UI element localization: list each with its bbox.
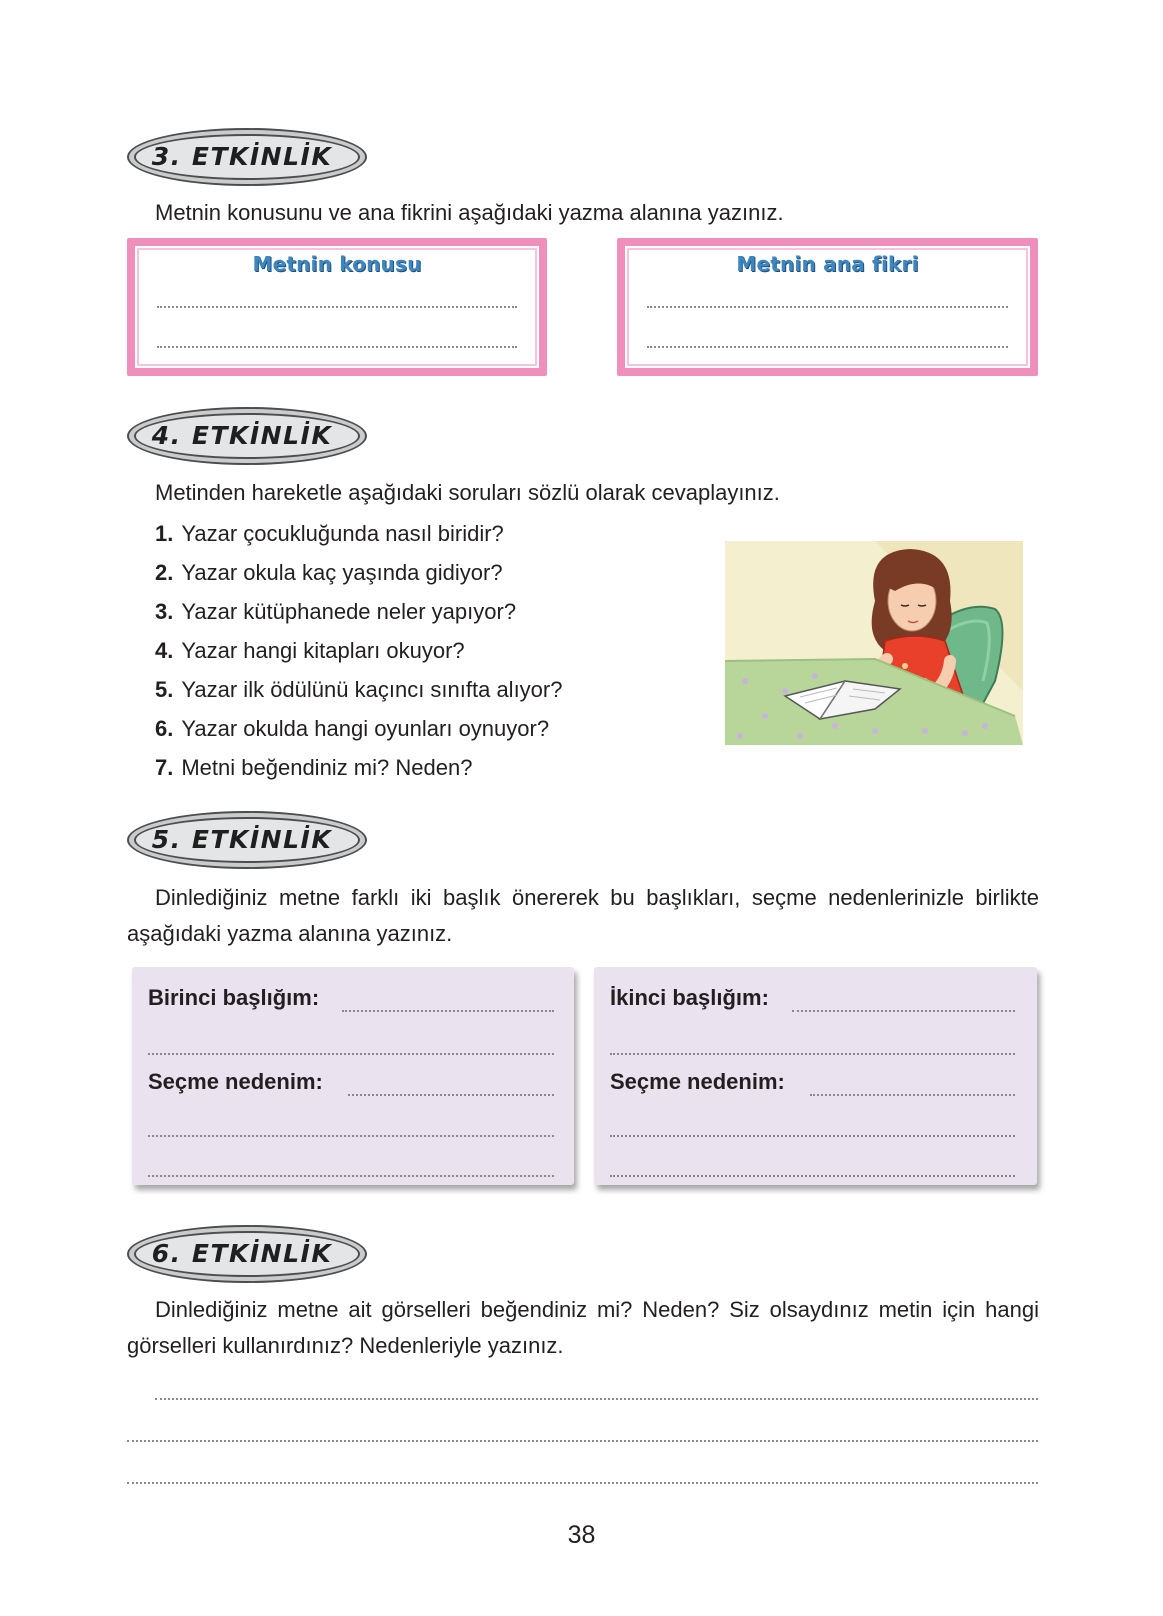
second-reason-line[interactable] [610, 1175, 1015, 1177]
activity-4-instruction: Metinden hareketle aşağıdaki soruları sözlü olarak cevaplayınız. [155, 480, 780, 505]
first-reason-line[interactable] [348, 1094, 554, 1096]
list-item: 7. Metni beğendiniz mi? Neden? [155, 755, 473, 780]
second-title-line[interactable] [792, 1010, 1015, 1012]
main-idea-box-title: Metnin ana fikri [736, 252, 919, 276]
answer-line[interactable] [127, 1482, 1038, 1484]
topic-writing-line[interactable] [157, 346, 517, 348]
list-item: 3. Yazar kütüphanede neler yapıyor? [155, 599, 517, 624]
activity-6-instruction: Dinlediğiniz metne ait görselleri beğendiniz mi? Neden? Siz olsaydınız metin için hangi görselleri kullanırdınız? Nedenleriyle yazınız. [127, 1297, 1039, 1358]
girl-reading-illustration [725, 541, 1023, 745]
first-title-label: Birinci başlığım: [148, 985, 320, 1010]
activity-3-badge [127, 128, 367, 186]
list-item: 1. Yazar çocukluğunda nasıl biridir? [155, 521, 504, 546]
second-reason-label: Seçme nedenim: [610, 1069, 785, 1094]
activity-4-badge [127, 407, 367, 465]
answer-line[interactable] [127, 1440, 1038, 1442]
activity-5-badge [127, 811, 367, 869]
second-title-label: İkinci başlığım: [610, 985, 769, 1010]
topic-writing-line[interactable] [157, 306, 517, 308]
main-idea-box [617, 238, 1038, 376]
page-number: 38 [567, 1521, 596, 1549]
first-reason-line[interactable] [148, 1175, 554, 1177]
list-item: 5. Yazar ilk ödülünü kaçıncı sınıfta alıyor? [155, 677, 563, 702]
activity-4-badge-label: 4. ETKİNLİK [151, 421, 333, 450]
activity-5-badge-label: 5. ETKİNLİK [151, 825, 333, 854]
answer-line[interactable] [155, 1398, 1038, 1400]
second-reason-line[interactable] [610, 1135, 1015, 1137]
activity-5-instruction: Dinlediğiniz metne farklı iki başlık önererek bu başlıkları, seçme nedenlerinizle birlikte aşağıdaki yazma alanına yazınız. [127, 885, 1039, 946]
list-item: 2. Yazar okula kaç yaşında gidiyor? [155, 560, 503, 585]
second-reason-line[interactable] [810, 1094, 1015, 1096]
first-title-box [132, 967, 574, 1185]
main-idea-writing-line[interactable] [647, 346, 1008, 348]
second-title-line[interactable] [610, 1053, 1015, 1055]
list-item: 4. Yazar hangi kitapları okuyor? [155, 638, 465, 663]
second-title-box [594, 967, 1037, 1185]
topic-box [127, 238, 547, 376]
topic-box-title: Metnin konusu [252, 252, 422, 276]
activity-3-instruction: Metnin konusunu ve ana fikrini aşağıdaki yazma alanına yazınız. [155, 200, 784, 225]
activity-6-badge-label: 6. ETKİNLİK [151, 1239, 333, 1268]
first-reason-line[interactable] [148, 1135, 554, 1137]
activity-6-badge [127, 1225, 367, 1283]
first-title-line[interactable] [148, 1053, 554, 1055]
first-title-line[interactable] [342, 1010, 554, 1012]
list-item: 6. Yazar okulda hangi oyunları oynuyor? [155, 716, 550, 741]
first-reason-label: Seçme nedenim: [148, 1069, 323, 1094]
main-idea-writing-line[interactable] [647, 306, 1008, 308]
activity-3-badge-label: 3. ETKİNLİK [151, 142, 333, 171]
question-list [155, 514, 562, 787]
